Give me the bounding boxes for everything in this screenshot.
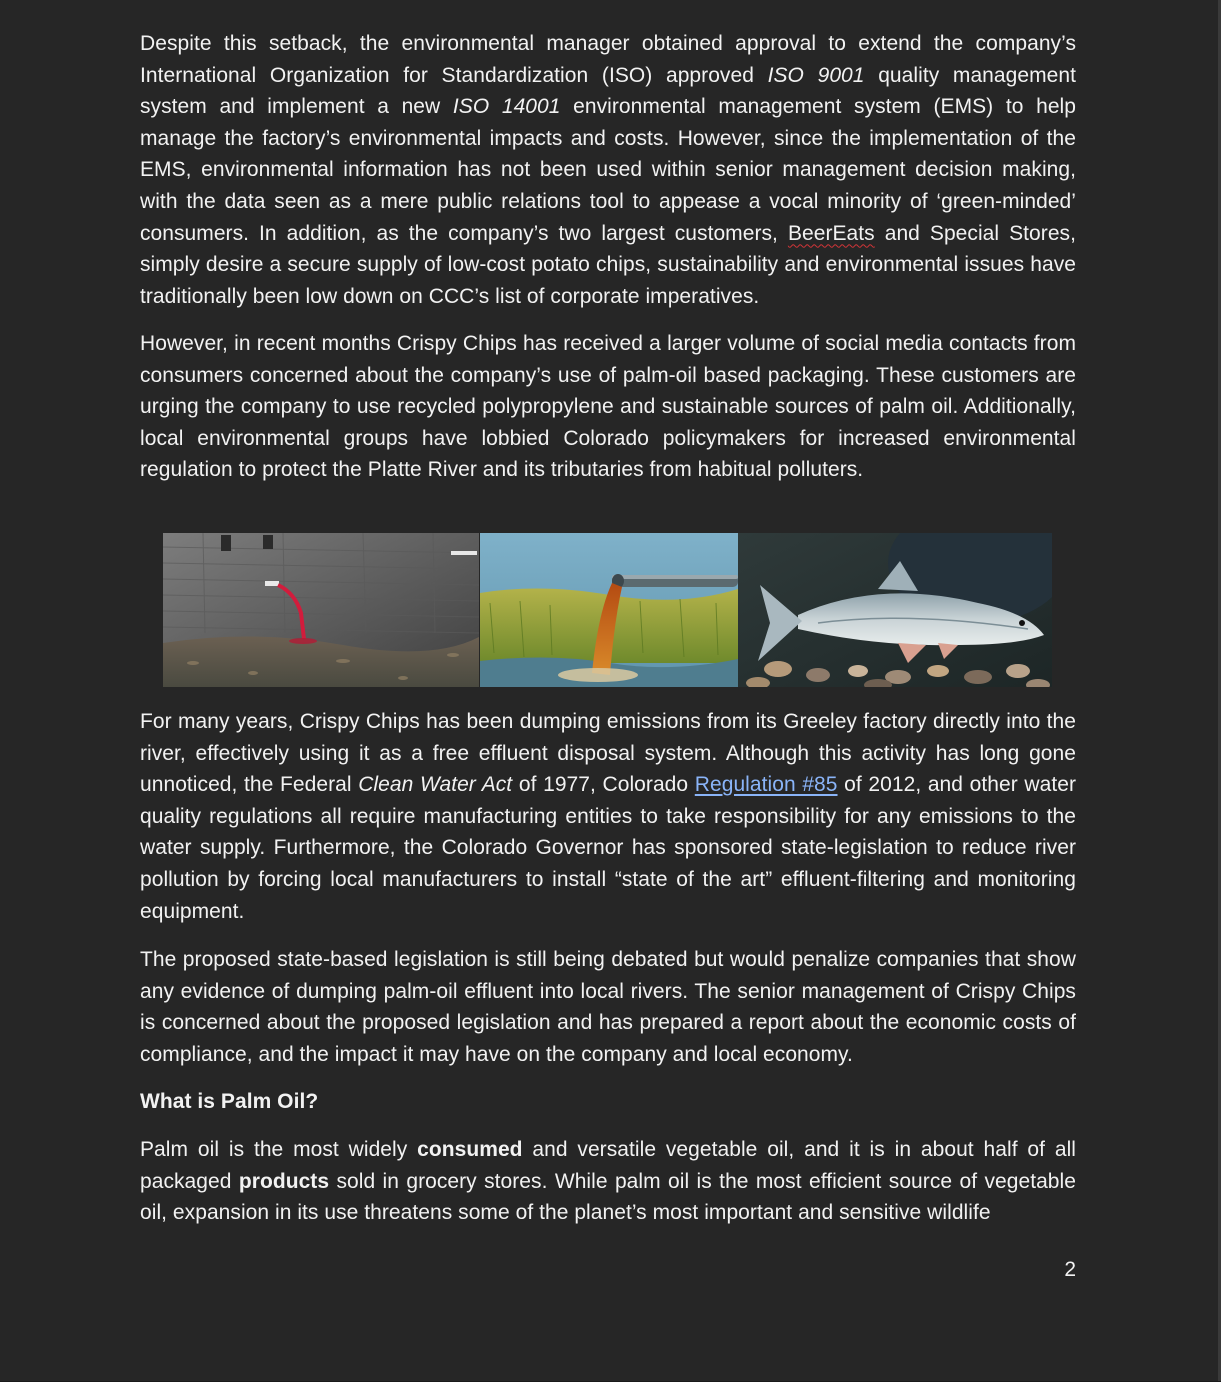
river-fish-graphic [738,533,1052,687]
regulation-85-link[interactable]: Regulation #85 [694,773,838,797]
text-run: Palm oil is the most widely [140,1138,418,1161]
text-run: sold in grocery stores. While palm oil is the most efficient source of vegetable oil, expansion in its use threatens some of the planet’s most important and sensitive wildlife [140,1169,1076,1225]
text-run: of 1977, Colorado [512,773,695,797]
text-run: quality management system and implement a new [140,63,1076,119]
italic-iso-9001: ISO 9001 [767,63,865,87]
text-run: Despite this setback, the environmental manager obtained approval to extend the company’s International Organization for Standardization (ISO) approved [140,32,1076,87]
bold-products: products [238,1169,330,1193]
italic-clean-water-act: Clean Water Act [358,773,513,797]
text-run: environmental management system (EMS) to help manage the factory’s environmental impacts and costs. However, since the implementation of the EMS, environmental information has not been used within senior management decision making, with the data seen as a mere public relations tool to appease a vocal minority of ‘green-minded’ consumers. In addition, as the company’s two largest customers, [140,95,1076,245]
paragraph-social-media: However, in recent months Crispy Chips has received a larger volume of social media contacts from consumers concerned about the company’s use of palm-oil based packaging. These customers are urging the company to use recycled polypropylene and sustainable sources of palm oil. Additionally, local environmental groups have lobbied Colorado policymakers for increased environmental regulation to protect the Platte River and its tributaries from habitual polluters. [140,332,1076,482]
river-fish-image[interactable] [738,533,1052,687]
page-number: 2 [1064,1258,1076,1281]
section-heading: What is Palm Oil? [140,1090,319,1113]
bold-consumed: consumed [417,1138,523,1161]
text-run: and versatile vegetable oil, and it is in about half of all packaged [140,1138,1076,1193]
text-run: of 2012, and other water quality regulations all require manufacturing entities to take responsibility for any emissions to the water supply. Furthermore, the Colorado Governor has sponsored state-legislation to reduce river pollution by forcing local manufacturers to install “state of the art” effluent-filtering and monitoring equipment. [140,773,1077,923]
effluent-stream-graphic [163,533,479,687]
pollution-image-strip [163,533,1052,687]
paragraph-legislation: The proposed state-based legislation is still being debated but would penalize companies that show any evidence of dumping palm-oil effluent into local rivers. The senior management of Crispy Chips is concerned about the proposed legislation and has prepared a report about the economic costs of compliance, and the impact it may have on the company and local economy. [140,948,1076,1066]
effluent-wetland-graphic [480,533,738,687]
text-run: and Special Stores, simply desire a secure supply of low-cost potato chips, sustainability and environmental issues have traditionally been low down on CCC’s list of corporate imperatives. [140,221,1076,308]
paragraph-palm-oil [140,1134,1076,1230]
paragraph-regulation [140,706,1076,927]
paragraph-ems [140,28,1076,312]
italic-iso-14001: ISO 14001 [452,95,561,119]
effluent-stream-image[interactable] [163,533,479,687]
text-run: For many years, Crispy Chips has been dumping emissions from its Greeley factory directly into the river, effectively using it as a free effluent disposal system. Although this activity has long gone unnoticed, the Federal [140,710,1076,797]
spellcheck-flagged-word[interactable]: BeerEats [787,221,875,245]
effluent-wetland-image[interactable] [480,533,738,687]
